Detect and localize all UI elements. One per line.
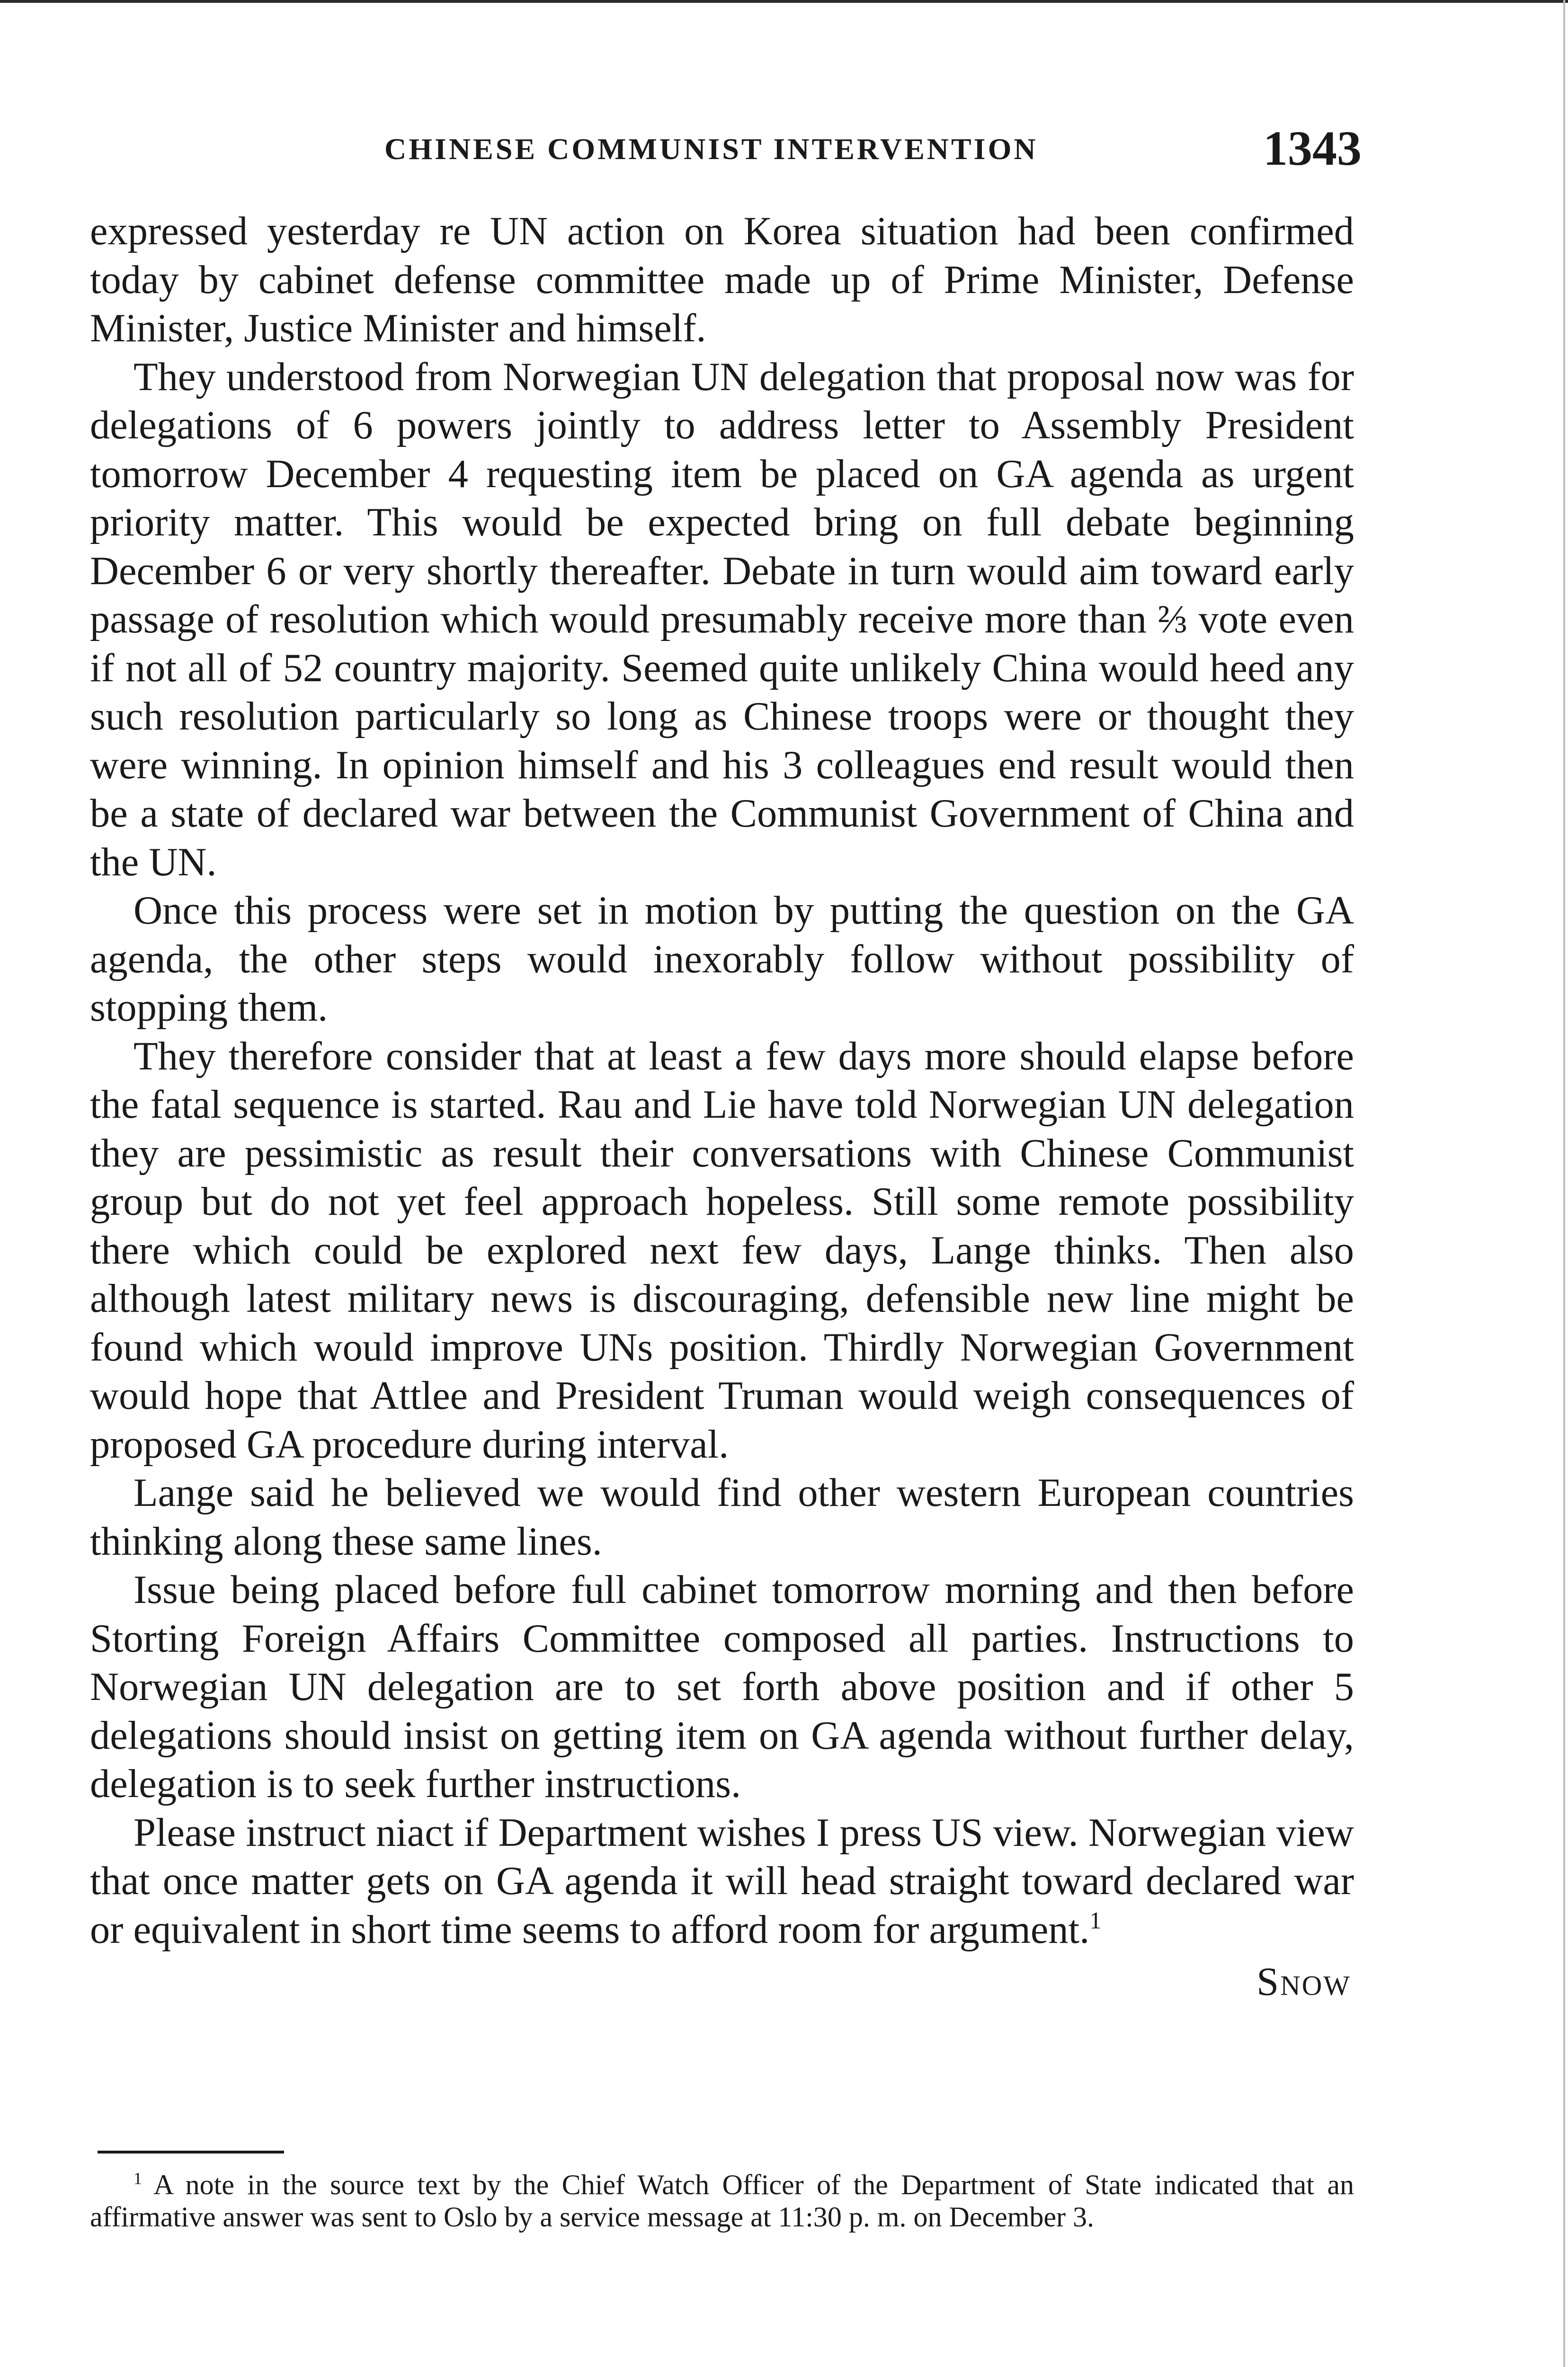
page-number: 1343	[1263, 121, 1362, 176]
body-text	[90, 207, 1354, 2007]
paragraph: Lange said he believed we would find other western European countries thinking along these same lines.	[90, 1471, 1354, 1564]
footnote-marker: 1	[134, 2169, 142, 2188]
paragraph: They understood from Norwegian UN delegation that proposal now was for delegations of 6 powers jointly to address letter to Assembly President tomorrow December 4 requesting item be placed on GA agenda as urgent priority matter. This would be expected bring on full debate beginning December 6 or very shortly thereafter. Debate in turn would aim toward early passage of resolution which would presumably receive more than ⅔ vote even if not all of 52 country majority. Seemed quite unlikely China would heed any such resolution particularly so long as Chinese troops were or thought they were winning. In opinion himself and his 3 colleagues end result would then be a state of declared war between the Communist Government of China and the UN.	[90, 355, 1354, 884]
footnote	[90, 2169, 1354, 2233]
footnote-text: A note in the source text by the Chief Watch Officer of the Department of State indicated that an affirmative answer was sent to Oslo by a service message at 11:30 p. m. on December 3.	[90, 2169, 1354, 2233]
footnote-reference[interactable]: 1	[1089, 1907, 1102, 1934]
paragraph-continued: expressed yesterday re UN action on Korea situation had been confirmed today by cabinet defense committee made up of Prime Minister, Defense Minister, Justice Minister and himself.	[90, 209, 1354, 350]
paragraph: They therefore consider that at least a few days more should elapse before the fatal sequence is started. Rau and Lie have told Norwegian UN delegation they are pessimistic as result their conversations with Chinese Communist group but do not yet feel approach hopeless. Still some remote possibility there which could be explored next few days, Lange thinks. Then also although latest military news is discouraging, defensible new line might be found which would improve UNs position. Thirdly Norwegian Government would hope that Attlee and President Truman would weigh consequences of proposed GA procedure during interval.	[90, 1034, 1354, 1467]
paragraph-final-text: Please instruct niact if Department wishes I press US view. Norwegian view that once matter gets on GA agenda it will head straight toward declared war or equivalent in short time seems to afford room for argument.	[90, 1810, 1354, 1952]
signature: Snow	[1256, 1960, 1351, 2004]
footnote-divider	[98, 2151, 284, 2153]
running-head: CHINESE COMMUNIST INTERVENTION	[384, 132, 1038, 166]
page-right-edge	[1563, 0, 1565, 2367]
paragraph-final	[90, 1809, 1354, 1955]
page-top-border	[0, 0, 1568, 3]
paragraph: Issue being placed before full cabinet tomorrow morning and then before Storting Foreign Affairs Committee composed all parties. Instructions to Norwegian UN delegation are to set forth above position and if other 5 delegations should insist on getting item on GA agenda without further delay, delegation is to seek further instructions.	[90, 1568, 1354, 1806]
paragraph: Once this process were set in motion by putting the question on the GA agenda, the other steps would inexorably follow without possibility of stopping them.	[90, 889, 1354, 1030]
